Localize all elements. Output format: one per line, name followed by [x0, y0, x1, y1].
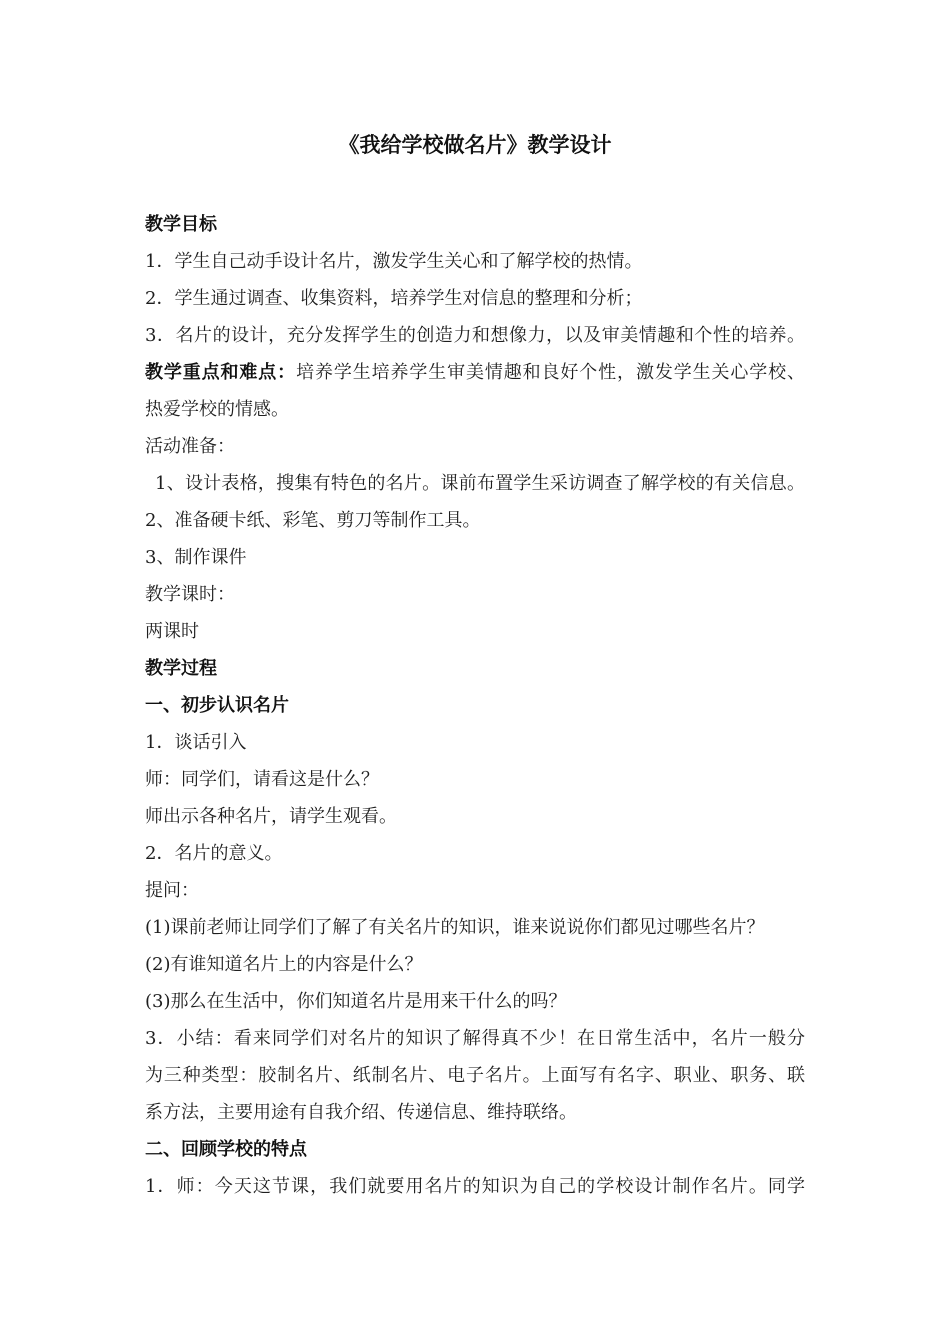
process-part1-summary-line-1: 3．小结：看来同学们对名片的知识了解得真不少！在日常生活中，名片一般分 — [145, 1028, 805, 1049]
document-title: 《我给学校做名片》教学设计 — [338, 132, 612, 157]
process-part1-summary-line-3: 系方法，主要用途有自我介绍、传递信息、维持联络。 — [145, 1102, 577, 1123]
document-body — [145, 206, 805, 1205]
preparation-heading: 活动准备： — [145, 436, 235, 457]
objective-item-1: 1．学生自己动手设计名片，激发学生关心和了解学校的热情。 — [145, 251, 643, 272]
process-part1-question-1: (1)课前老师让同学们了解了有关名片的知识，谁来说说你们都见过哪些名片？ — [145, 917, 765, 938]
process-heading: 教学过程 — [145, 658, 217, 679]
process-part2-heading: 二、回顾学校的特点 — [145, 1139, 307, 1160]
process-part1-line-1: 1．谈话引入 — [145, 732, 247, 753]
process-part1-heading: 一、初步认识名片 — [145, 695, 289, 716]
process-part1-question-2: (2)有谁知道名片上的内容是什么？ — [145, 954, 423, 975]
process-part1-line-4: 2．名片的意义。 — [145, 843, 283, 864]
process-part1-line-5: 提问： — [145, 880, 199, 901]
key-difficulties-label: 教学重点和难点： — [145, 362, 297, 383]
preparation-item-3: 3、制作课件 — [145, 547, 247, 568]
class-hours-heading: 教学课时： — [145, 584, 235, 605]
preparation-item-2: 2、准备硬卡纸、彩笔、剪刀等制作工具。 — [145, 510, 481, 531]
process-part2-line-1: 1．师：今天这节课，我们就要用名片的知识为自己的学校设计制作名片。同学 — [145, 1176, 805, 1197]
process-part1-question-3: (3)那么在生活中，你们知道名片是用来干什么的吗？ — [145, 991, 567, 1012]
objective-item-2: 2．学生通过调查、收集资料，培养学生对信息的整理和分析； — [145, 288, 643, 309]
key-difficulties-line-2: 热爱学校的情感。 — [145, 399, 289, 420]
key-difficulties-line-1 — [145, 354, 805, 391]
objectives-heading: 教学目标 — [145, 214, 217, 235]
objective-item-3: 3．名片的设计，充分发挥学生的创造力和想像力，以及审美情趣和个性的培养。 — [145, 325, 805, 346]
key-difficulties-text-1: 培养学生培养学生审美情趣和良好个性，激发学生关心学校、 — [296, 362, 805, 383]
class-hours-value: 两课时 — [145, 621, 199, 642]
process-part1-line-3: 师出示各种名片，请学生观看。 — [145, 806, 397, 827]
preparation-item-1: 1、设计表格，搜集有特色的名片。课前布置学生采访调查了解学校的有关信息。 — [155, 473, 805, 494]
process-part1-line-2: 师：同学们，请看这是什么？ — [145, 769, 379, 790]
process-part1-summary-line-2: 为三种类型：胶制名片、纸制名片、电子名片。上面写有名字、职业、职务、联 — [145, 1065, 805, 1086]
